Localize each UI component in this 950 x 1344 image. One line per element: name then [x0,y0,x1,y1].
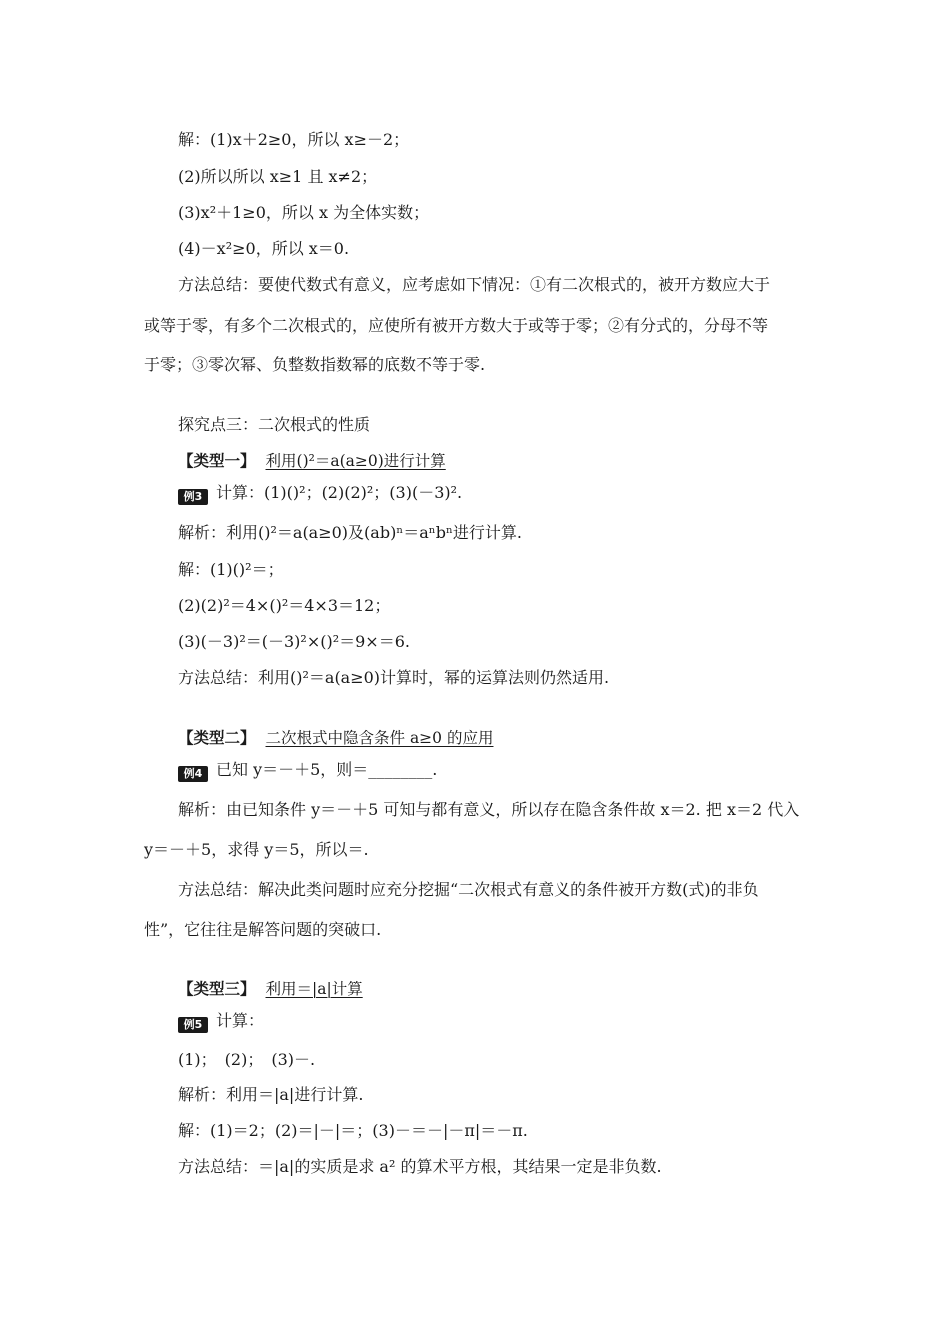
type-two-title: 二次根式中隐含条件 a≥0 的应用 [265,729,494,747]
example-3-text: 计算：(1)()²；(2)(2)²；(3)(－3)². [216,483,463,502]
example-4-badge: 例4 [178,766,208,782]
solution-3-line-2: (2)(2)²＝4×()²＝4×3＝12； [178,596,391,615]
example-5-parts: (1)； (2)； (3)－. [178,1050,316,1069]
example-5-text: 计算： [216,1011,265,1030]
analysis-line-4-cont: y＝－＋5，求得 y＝5，所以＝. [144,840,369,859]
method-summary-1-cont: 或等于零，有多个二次根式的，应使所有被开方数大于或等于零；②有分式的，分母不等 [144,316,769,335]
example-5-badge: 例5 [178,1017,208,1033]
solution-line-2: (2)所以所以 x≥1 且 x≠2； [178,167,378,186]
analysis-line-5: 解析：利用＝|a|进行计算. [178,1085,364,1104]
analysis-line-4: 解析：由已知条件 y＝－＋5 可知与都有意义，所以存在隐含条件故 x＝2. 把 x＝2 代入 [178,800,800,819]
method-summary-1: 方法总结：要使代数式有意义，应考虑如下情况：①有二次根式的，被开方数应大于 [178,275,771,294]
method-summary-4: 方法总结：解决此类问题时应充分挖掘“二次根式有意义的条件被开方数(式)的非负 [178,880,759,899]
method-summary-1-end: 于零；③零次幂、负整数指数幂的底数不等于零. [144,355,486,374]
example-4-text: 已知 y＝－＋5，则＝________. [216,760,438,779]
type-two-heading [178,728,493,748]
method-summary-3: 方法总结：利用()²＝a(a≥0)计算时，幂的运算法则仍然适用. [178,668,610,687]
section-heading: 探究点三：二次根式的性质 [178,415,371,434]
type-one-heading [178,451,446,471]
type-three-title: 利用＝|a|计算 [265,980,363,998]
solution-line-3: (3)x²＋1≥0，所以 x 为全体实数； [178,203,430,222]
method-summary-5: 方法总结：＝|a|的实质是求 a² 的算术平方根，其结果一定是非负数. [178,1157,662,1176]
type-one-tag: 【类型一】 [178,451,256,470]
solution-line-4: (4)－x²≥0，所以 x＝0. [178,239,350,258]
example-5 [178,1011,264,1033]
example-3-badge: 例3 [178,489,208,505]
example-4 [178,760,437,782]
solution-line-1: 解：(1)x＋2≥0，所以 x≥－2； [178,130,410,149]
solution-3-line-3: (3)(－3)²＝(－3)²×()²＝9×＝6. [178,632,410,651]
type-three-tag: 【类型三】 [178,979,256,998]
method-summary-4-cont: 性”，它往往是解答问题的突破口. [144,920,382,939]
solution-3-line-1: 解：(1)()²＝； [178,560,284,579]
type-one-title: 利用()²＝a(a≥0)进行计算 [265,452,446,470]
type-two-tag: 【类型二】 [178,728,256,747]
example-3 [178,483,462,505]
type-three-heading [178,979,363,999]
solution-5: 解：(1)＝2；(2)＝|－|＝；(3)－＝－|－π|＝－π. [178,1121,528,1140]
analysis-line-3: 解析：利用()²＝a(a≥0)及(ab)ⁿ＝aⁿbⁿ进行计算. [178,523,522,542]
